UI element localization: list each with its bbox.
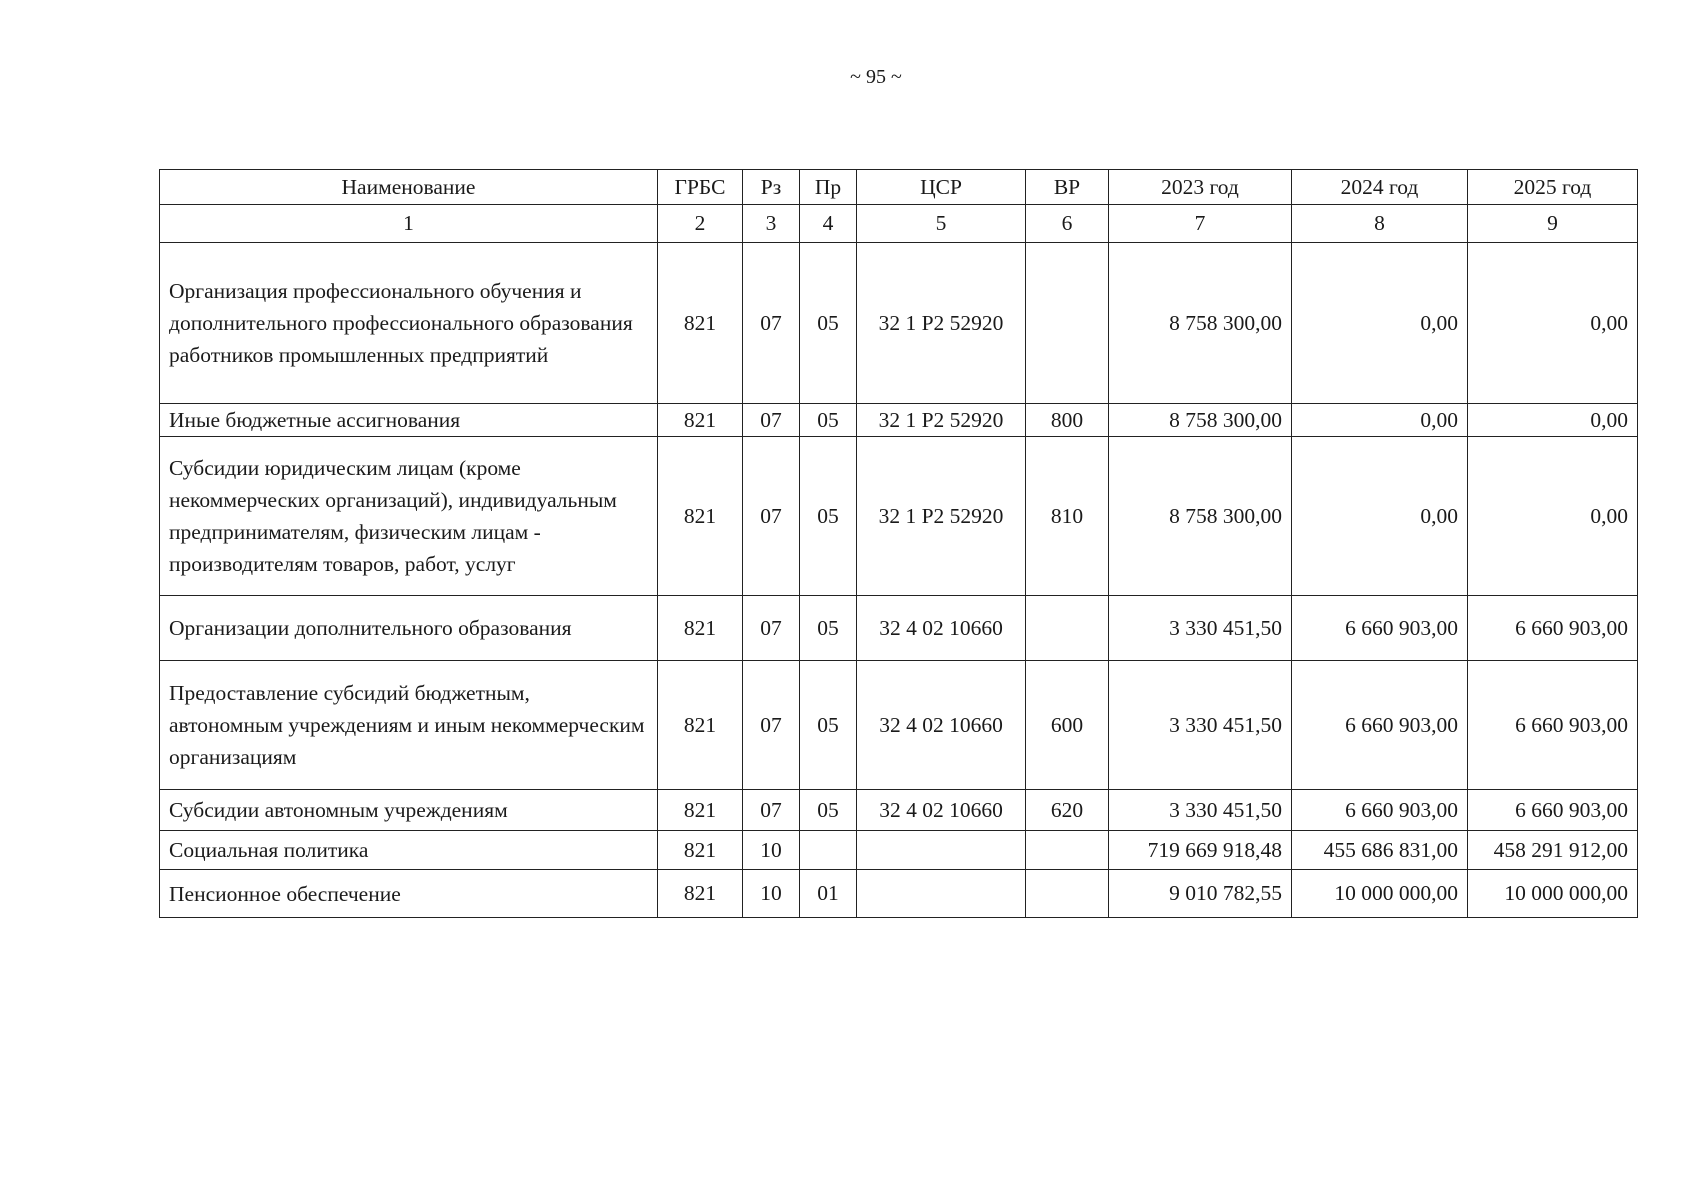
row-name: Иные бюджетные ассигнования [160, 404, 658, 437]
row-grbs: 821 [658, 661, 743, 790]
table-row [160, 596, 1638, 661]
table-row [160, 661, 1638, 790]
row-2024: 6 660 903,00 [1292, 790, 1468, 831]
row-2023: 8 758 300,00 [1109, 404, 1292, 437]
row-csr: 32 1 P2 52920 [857, 404, 1026, 437]
row-grbs: 821 [658, 790, 743, 831]
row-2023: 8 758 300,00 [1109, 437, 1292, 596]
row-name: Социальная политика [160, 831, 658, 870]
row-grbs: 821 [658, 243, 743, 404]
row-vr: 600 [1026, 661, 1109, 790]
header-csr: ЦСР [857, 170, 1026, 205]
row-vr [1026, 243, 1109, 404]
row-csr: 32 1 P2 52920 [857, 243, 1026, 404]
row-grbs: 821 [658, 437, 743, 596]
row-name: Организации дополнительного образования [160, 596, 658, 661]
row-2024: 455 686 831,00 [1292, 831, 1468, 870]
table-row [160, 243, 1638, 404]
row-rz: 10 [743, 831, 800, 870]
row-rz: 07 [743, 437, 800, 596]
row-vr [1026, 870, 1109, 918]
table-row [160, 831, 1638, 870]
row-2024: 6 660 903,00 [1292, 661, 1468, 790]
column-number: 8 [1292, 205, 1468, 243]
row-2024: 0,00 [1292, 404, 1468, 437]
row-2025: 0,00 [1468, 437, 1638, 596]
row-csr [857, 831, 1026, 870]
row-grbs: 821 [658, 404, 743, 437]
row-pr: 05 [800, 790, 857, 831]
row-2025: 458 291 912,00 [1468, 831, 1638, 870]
row-pr: 05 [800, 243, 857, 404]
page-number: ~ 95 ~ [850, 66, 902, 88]
header-2025: 2025 год [1468, 170, 1638, 205]
column-number: 3 [743, 205, 800, 243]
row-rz: 07 [743, 243, 800, 404]
row-vr [1026, 596, 1109, 661]
header-name: Наименование [160, 170, 658, 205]
row-rz: 10 [743, 870, 800, 918]
row-name: Пенсионное обеспечение [160, 870, 658, 918]
header-row [160, 170, 1638, 205]
budget-table [159, 169, 1638, 918]
row-csr [857, 870, 1026, 918]
table-row [160, 404, 1638, 437]
row-vr [1026, 831, 1109, 870]
row-2024: 0,00 [1292, 437, 1468, 596]
row-pr: 05 [800, 596, 857, 661]
table-row [160, 870, 1638, 918]
row-csr: 32 4 02 10660 [857, 790, 1026, 831]
header-2023: 2023 год [1109, 170, 1292, 205]
column-number-row [160, 205, 1638, 243]
row-2025: 0,00 [1468, 243, 1638, 404]
row-rz: 07 [743, 790, 800, 831]
row-vr: 620 [1026, 790, 1109, 831]
table-row [160, 790, 1638, 831]
header-grbs: ГРБС [658, 170, 743, 205]
row-name: Субсидии юридическим лицам (кроме некоммерческих организаций), индивидуальным предпринимателям, физическим лицам - производителям товаров, работ, услуг [160, 437, 658, 596]
column-number: 2 [658, 205, 743, 243]
row-2023: 8 758 300,00 [1109, 243, 1292, 404]
header-2024: 2024 год [1292, 170, 1468, 205]
row-2024: 10 000 000,00 [1292, 870, 1468, 918]
row-pr [800, 831, 857, 870]
row-2025: 6 660 903,00 [1468, 596, 1638, 661]
column-number: 4 [800, 205, 857, 243]
row-pr: 05 [800, 437, 857, 596]
header-vr: ВР [1026, 170, 1109, 205]
row-pr: 05 [800, 404, 857, 437]
row-2025: 6 660 903,00 [1468, 790, 1638, 831]
column-number: 6 [1026, 205, 1109, 243]
row-rz: 07 [743, 404, 800, 437]
column-number: 7 [1109, 205, 1292, 243]
column-number: 5 [857, 205, 1026, 243]
row-name: Субсидии автономным учреждениям [160, 790, 658, 831]
row-2024: 0,00 [1292, 243, 1468, 404]
row-csr: 32 1 P2 52920 [857, 437, 1026, 596]
column-number: 1 [160, 205, 658, 243]
row-grbs: 821 [658, 596, 743, 661]
row-pr: 01 [800, 870, 857, 918]
row-2023: 9 010 782,55 [1109, 870, 1292, 918]
row-pr: 05 [800, 661, 857, 790]
row-2025: 0,00 [1468, 404, 1638, 437]
row-rz: 07 [743, 596, 800, 661]
row-2025: 6 660 903,00 [1468, 661, 1638, 790]
header-rz: Рз [743, 170, 800, 205]
row-2024: 6 660 903,00 [1292, 596, 1468, 661]
row-2023: 3 330 451,50 [1109, 790, 1292, 831]
row-2025: 10 000 000,00 [1468, 870, 1638, 918]
row-grbs: 821 [658, 870, 743, 918]
row-csr: 32 4 02 10660 [857, 596, 1026, 661]
row-vr: 800 [1026, 404, 1109, 437]
row-2023: 719 669 918,48 [1109, 831, 1292, 870]
row-rz: 07 [743, 661, 800, 790]
row-name: Предоставление субсидий бюджетным, автономным учреждениям и иным некоммерческим организациям [160, 661, 658, 790]
row-vr: 810 [1026, 437, 1109, 596]
row-name: Организация профессионального обучения и дополнительного профессионального образования работников промышленных предприятий [160, 243, 658, 404]
row-2023: 3 330 451,50 [1109, 661, 1292, 790]
row-csr: 32 4 02 10660 [857, 661, 1026, 790]
table-row [160, 437, 1638, 596]
row-2023: 3 330 451,50 [1109, 596, 1292, 661]
header-pr: Пр [800, 170, 857, 205]
row-grbs: 821 [658, 831, 743, 870]
column-number: 9 [1468, 205, 1638, 243]
